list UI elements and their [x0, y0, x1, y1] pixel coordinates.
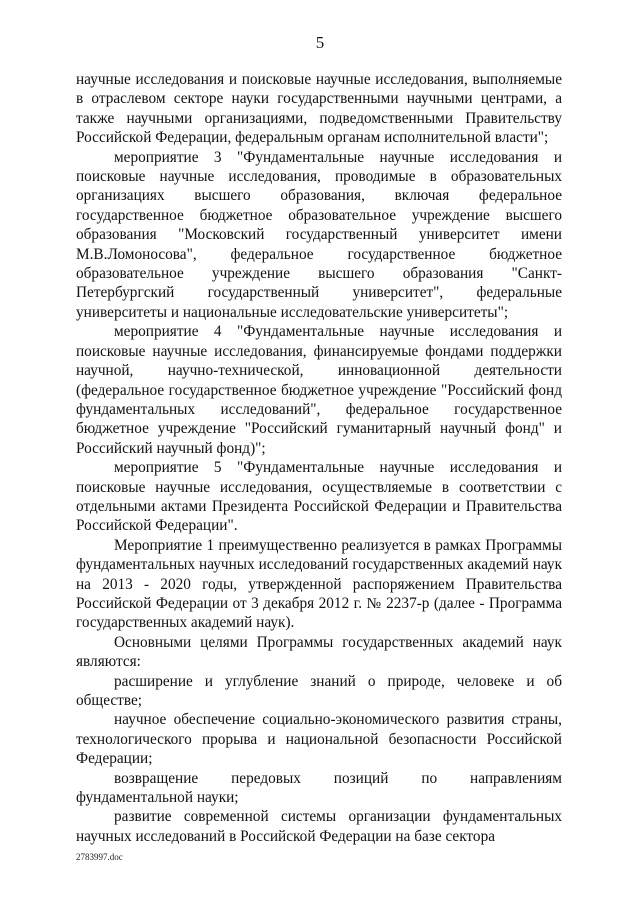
paragraph-goal-development: научное обеспечение социально-экономического развития страны, технологического прорыва и национальной безопасности Российской Федерации; [76, 711, 562, 768]
paragraph-measure-5: мероприятие 5 "Фундаментальные научные исследования и поисковые научные исследования, осуществляемые в соответствии с отдельными актами Президента Российской Федерации и Правительства Российской Федерации". [76, 459, 562, 535]
page-number: 5 [315, 33, 325, 52]
paragraph-measure-4: мероприятие 4 "Фундаментальные научные исследования и поисковые научные исследования, финансируемые фондами поддержки научной, научно-технической, инновационной деятельности (федеральное государственное бюджетное учреждение "Российский фонд фундаментальных исследований", федеральное государственное бюджетное учреждение "Российский гуманитарный научный фонд" и Российский научный фонд)"; [76, 323, 562, 457]
document-file-code: 2783997.doc [76, 852, 123, 862]
paragraph-goal-knowledge: расширение и углубление знаний о природе, человеке и об обществе; [76, 672, 562, 709]
paragraph-goal-leadership: возвращение передовых позиций по направлениям фундаментальной науки; [76, 769, 562, 807]
paragraph-program-goals-intro: Основными целями Программы государственных академий наук являются: [76, 633, 562, 671]
paragraph-continuation: научные исследования и поисковые научные исследования, выполняемые в отраслевом секторе науки государственными научными центрами, а также научными организациями, подведомственными Правительству Российской Федерации, федеральным органам исполнительной власти"; [76, 71, 562, 147]
paragraph-goal-system: развитие современной системы организации фундаментальных научных исследований в Российской Федерации на базе сектора [76, 808, 562, 845]
paragraph-measure-1-program: Мероприятие 1 преимущественно реализуется в рамках Программы фундаментальных научных исследований государственных академий наук на 2013 - 2020 годы, утвержденной распоряжением Правительства Российской Федерации от 3 декабря 2012 г. № 2237-р (далее - Программа государственных академий наук). [76, 536, 562, 632]
paragraph-measure-3: мероприятие 3 "Фундаментальные научные исследования и поисковые научные исследования, проводимые в образовательных организациях высшего образования, включая федеральное государственное бюджетное образовательное учреждение высшего образования "Московский государственный университет имени М.В.Ломоносова", федеральное государственное бюджетное образовательное учреждение высшего образования "Санкт-Петербургский государственный университет", федеральные университеты и национальные исследовательские университеты"; [76, 148, 562, 321]
document-body [76, 70, 562, 846]
